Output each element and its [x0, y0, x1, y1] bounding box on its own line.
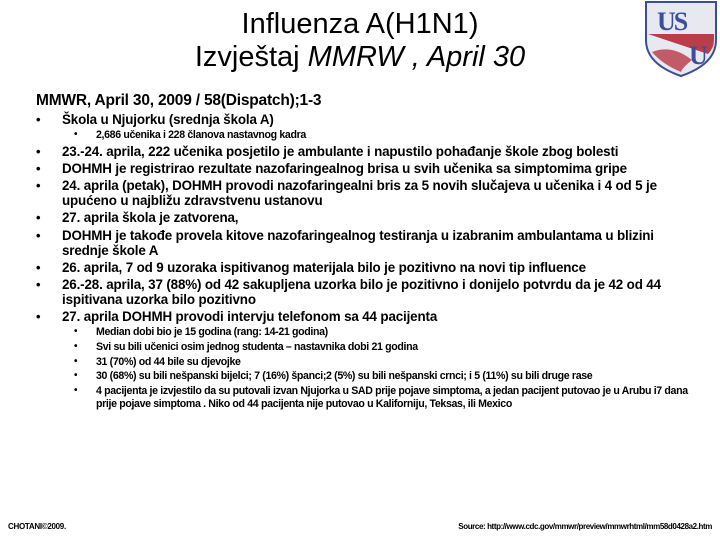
title-line-2-prefix: Izvještaj [194, 41, 308, 73]
logo-letter-u1: U [657, 7, 676, 36]
title-line-1: Influenza A(H1N1) [241, 8, 479, 40]
list-item-text: 27. aprila škola je zatvorena, [62, 210, 239, 226]
list-item-text: Svi su bili učenici osim jednog studenta – nastavnika dobi 21 godina [96, 341, 418, 354]
sub-list-item [36, 370, 696, 383]
sub-list-item [36, 356, 696, 369]
usu-logo [642, 0, 720, 78]
list-item-text: 30 (68%) su bili nešpanski bijelci; 7 (16%) španci;2 (5%) su bili nešpanski crnci; i 5 (11%) su bili druge rase [96, 370, 593, 383]
list-item [36, 161, 696, 176]
list-item [36, 228, 696, 258]
title-line-2 [130, 41, 590, 74]
list-item-text: 2,686 učenika i 228 članova nastavnog kadra [96, 129, 306, 142]
list-item-text: DOHMH je takođe provela kitove nazofaringealnog testiranja u izabranim ambulantama u blizini srednje škole A [62, 227, 654, 258]
list-item-text: DOHMH je registrirao rezultate nazofaringealnog brisa u svih učenika sa simptomima gripe [62, 161, 627, 177]
bullet-list [36, 112, 696, 412]
list-item [36, 144, 696, 159]
footer-copyright: CHOTANI©2009. [8, 522, 66, 531]
bullet-icon: • [74, 326, 78, 338]
list-item [36, 210, 696, 225]
sub-list-item [36, 326, 696, 339]
sub-list-item [36, 341, 696, 354]
list-item [36, 178, 696, 208]
sub-list-item [36, 129, 696, 142]
report-heading: MMWR, April 30, 2009 / 58(Dispatch);1-3 [36, 92, 322, 109]
bullet-icon: • [74, 385, 78, 397]
list-item-text: 26. aprila, 7 od 9 uzoraka ispitivanog materijala bilo je pozitivno na novi tip influence [62, 259, 586, 275]
list-item [36, 112, 696, 127]
bullet-icon: • [36, 161, 41, 177]
footer-source: Source: http://www.cdc.gov/mmwr/preview/mmwrhtml/mm58d0428a2.htm [458, 522, 712, 531]
bullet-icon: • [36, 210, 41, 226]
bullet-icon: • [36, 178, 41, 194]
bullet-icon: • [74, 341, 78, 353]
bullet-icon: • [36, 277, 41, 292]
list-item [36, 309, 696, 324]
bullet-icon: • [36, 143, 41, 159]
title-line-2-italic: MMRW , April 30 [307, 41, 526, 73]
sub-list-item [36, 385, 696, 410]
list-item [36, 260, 696, 275]
list-item-text: Škola u Njujorku (srednja škola A) [62, 112, 274, 127]
list-item-text: 24. aprila (petak), DOHMH provodi nazofaringealni bris za 5 novih slučajeva u učenika i 4 od 5 je upućeno u najbližu zdravstvenu ustanovu [62, 178, 657, 209]
list-item-text: Median dobi bio je 15 godina (rang: 14-21 godina) [96, 326, 328, 339]
list-item-text: 4 pacijenta je izvjestilo da su putovali izvan Njujorka u SAD prije pojave simptoma, a jedan pacijent putovao je u Arubu i7 dana prije pojave simptoma . Niko od 44 pacijenta nije putovao u Kaliforniju, Teksas, ili Mexico [96, 385, 688, 410]
list-item [36, 277, 696, 307]
bullet-icon: • [74, 370, 78, 382]
bullet-icon: • [74, 355, 78, 367]
bullet-icon: • [36, 112, 41, 127]
list-item-text: 27. aprila DOHMH provodi intervju telefonom sa 44 pacijenta [62, 309, 438, 325]
bullet-icon: • [74, 129, 78, 141]
bullet-icon: • [36, 309, 41, 325]
slide-title [130, 8, 590, 74]
bullet-icon: • [36, 259, 41, 275]
list-item-text: 23.-24. aprila, 222 učenika posjetilo je ambulante i napustilo pohađanje škole zbog bolesti [62, 143, 619, 159]
list-item-text: 31 (70%) od 44 bile su djevojke [96, 355, 241, 368]
logo-letter-s: S [673, 7, 689, 36]
logo-letter-u2: U [689, 41, 708, 70]
bullet-icon: • [36, 227, 41, 243]
list-item-text: 26.-28. aprila, 37 (88%) od 42 sakupljena uzorka bilo je pozitivno i donijelo potvrdu da je 42 od 44 ispitivana uzorka bilo pozitivno [62, 277, 661, 307]
